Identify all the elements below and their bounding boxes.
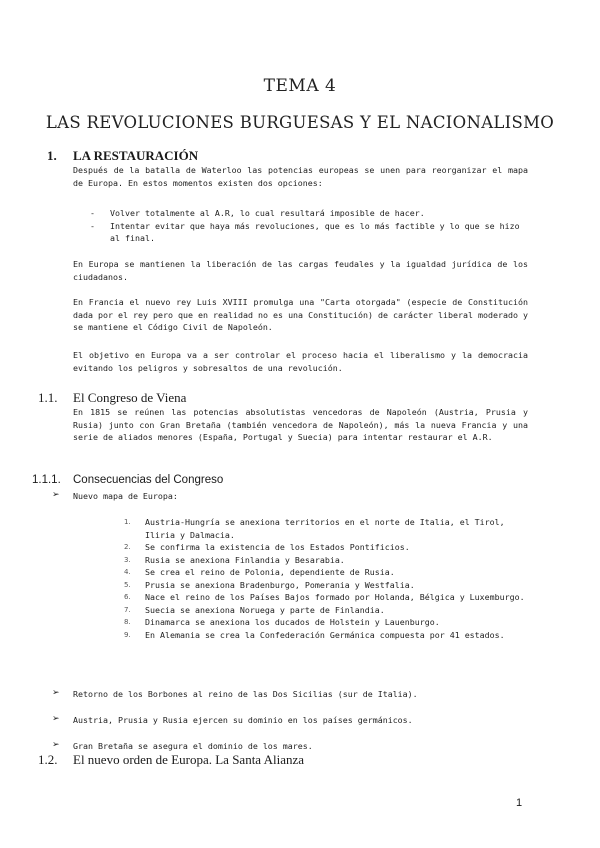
- list-item: [124, 629, 532, 642]
- list-item: [124, 566, 532, 579]
- section-1-1-title: El Congreso de Viena: [73, 390, 187, 405]
- section-1-1-1-number: 1.1.1.: [32, 474, 61, 486]
- section-1-2-number: 1.2.: [38, 752, 58, 767]
- arrow-bullet-icon: ➢: [52, 688, 60, 698]
- arrow-bullet-icon: ➢: [52, 740, 60, 750]
- item-number: 9.: [124, 630, 131, 639]
- list-item: [88, 207, 528, 220]
- section-1-intro: Después de la batalla de Waterloo las potencias europeas se unen para reorganizar el mapa de Europa. En estos momentos existen dos opciones:: [73, 165, 528, 188]
- item-text: Rusia se anexiona Finlandia y Besarabia.: [145, 554, 345, 565]
- section-1-title: LA RESTAURACIÓN: [73, 148, 199, 163]
- map-changes-list: [124, 516, 532, 641]
- item-text: Se confirma la existencia de los Estados Pontificios.: [145, 542, 410, 552]
- item-number: 3.: [124, 555, 131, 564]
- item-text: En Alemania se crea la Confederación Germánica compuesta por 41 estados.: [145, 629, 505, 640]
- section-1-1-text: En 1815 se reúnen las potencias absolutistas vencedoras de Napoleón (Austria, Prusia y Rusia) junto con Gran Bretaña (también vencedora de Napoleón), más la nueva Francia y una serie de aliados menores (España, Portugal y Suecia) para intentar restaurar el A.R.: [73, 407, 528, 442]
- paragraph: En Francia el nuevo rey Luis XVIII promulga una "Carta otorgada" (especie de Constitución dada por el rey pero que en realidad no es una Constitución) de carácter liberal moderado y se mantiene el Código Civil de Napoleón.: [73, 297, 528, 332]
- item-text: Austria-Hungría se anexiona territorios en el norte de Italia, el Tirol, Iliria y Dalmacia.: [145, 517, 505, 540]
- section-1-number: 1.: [47, 148, 57, 163]
- options-list: [88, 207, 528, 245]
- dash-marker: -: [90, 208, 95, 218]
- list-item: [124, 579, 532, 592]
- list-item: [124, 604, 532, 617]
- item-number: 6.: [124, 593, 131, 601]
- item-text: Nace el reino de los Países Bajos formado por Holanda, Bélgica y Luxemburgo.: [145, 592, 525, 602]
- item-number: 7.: [124, 605, 131, 614]
- option-text: Volver totalmente al A.R, lo cual resultará imposible de hacer.: [110, 208, 425, 218]
- list-item: [124, 616, 532, 629]
- item-text: Suecia se anexiona Noruega y parte de Finlandia.: [145, 604, 385, 615]
- item-number: 8.: [124, 618, 131, 626]
- item-text: Prusia se anexiona Bradenburgo, Pomerania y Westfalia.: [145, 579, 415, 590]
- map-label: Nuevo mapa de Europa:: [73, 491, 178, 501]
- item-text: Se crea el reino de Polonia, dependiente de Rusia.: [145, 567, 395, 577]
- section-1-1-1-title: Consecuencias del Congreso: [73, 474, 224, 486]
- dash-marker: -: [90, 220, 95, 231]
- section-1-2-title: El nuevo orden de Europa. La Santa Alianza: [73, 752, 305, 767]
- item-text: Gran Bretaña se asegura el dominio de los mares.: [73, 741, 313, 751]
- item-text: Austria, Prusia y Rusia ejercen su dominio en los países germánicos.: [73, 715, 413, 725]
- list-item: [124, 516, 532, 541]
- page-number: 1: [516, 797, 523, 809]
- list-item: [124, 541, 532, 554]
- option-text: Intentar evitar que haya más revoluciones, que es lo más factible y lo que se hizo al final.: [110, 220, 520, 243]
- item-number: 2.: [124, 543, 131, 551]
- list-item: [88, 220, 528, 245]
- item-text: Dinamarca se anexiona los ducados de Holstein y Lauenburgo.: [145, 617, 440, 627]
- arrow-bullet-icon: ➢: [52, 714, 60, 724]
- paragraph: En Europa se mantienen la liberación de las cargas feudales y la igualdad jurídica de los ciudadanos.: [73, 259, 528, 282]
- arrow-bullet-icon: ➢: [52, 490, 60, 500]
- item-number: 4.: [124, 568, 131, 576]
- paragraph: El objetivo en Europa va a ser controlar el proceso hacia el liberalismo y la democracia evitando los peligros y sobresaltos de una revolución.: [73, 350, 528, 373]
- tema-heading: TEMA 4: [263, 76, 337, 96]
- list-item: [124, 591, 532, 604]
- item-number: 1.: [124, 518, 131, 526]
- section-1-1-number: 1.1.: [38, 390, 58, 405]
- item-number: 5.: [124, 580, 131, 589]
- list-item: [124, 554, 532, 567]
- item-text: Retorno de los Borbones al reino de las Dos Sicilias (sur de Italia).: [73, 689, 418, 699]
- document-title: LAS REVOLUCIONES BURGUESAS Y EL NACIONALISMO: [45, 113, 555, 132]
